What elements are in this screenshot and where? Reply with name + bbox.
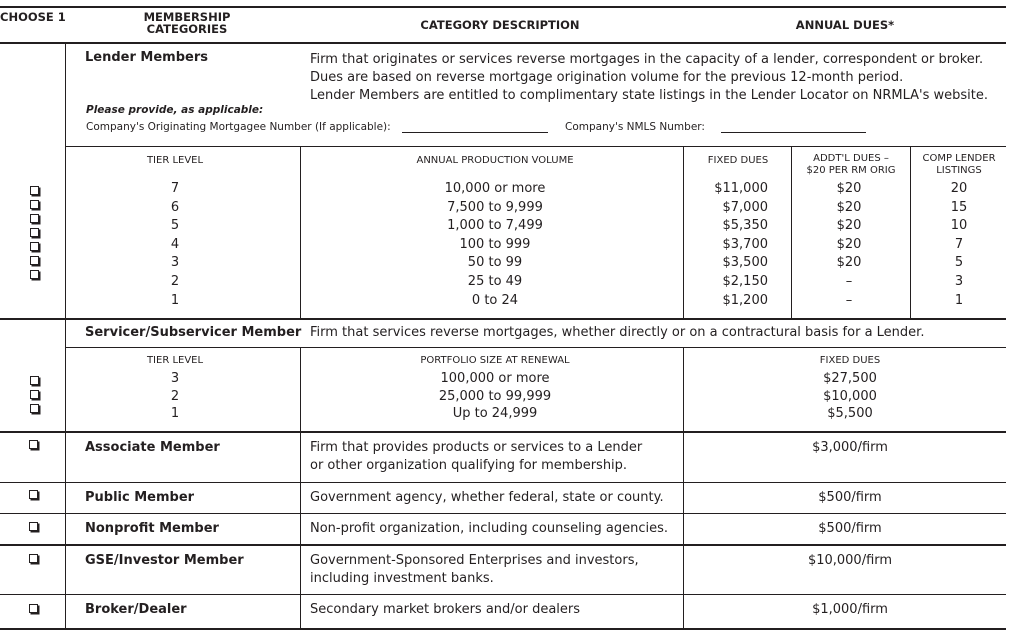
table-row: $5,350 xyxy=(722,218,768,234)
table-row: $7,000 xyxy=(722,199,768,215)
addtl-dues-line-2: $20 PER RM ORIG xyxy=(806,165,896,176)
table-row: $11,000 xyxy=(714,181,768,196)
lender-col-tier-level: TIER LEVEL xyxy=(146,155,204,166)
associate-description-2: or other organization qualifying for membership. xyxy=(310,458,628,473)
provide-note: Please provide, as applicable: xyxy=(86,104,264,116)
lender-members-title: Lender Members xyxy=(85,50,208,65)
lender-volume-divider xyxy=(683,147,684,318)
table-row: 100,000 or more xyxy=(440,371,550,386)
table-row: 20 xyxy=(950,181,968,196)
table-row: $20 xyxy=(836,236,862,252)
header-choose: CHOOSE 1 xyxy=(0,10,66,24)
nonprofit-bottom-rule xyxy=(0,544,1006,546)
lender-tier-5-checkbox[interactable] xyxy=(30,214,39,223)
table-row: 5 xyxy=(954,255,964,271)
choose-column-divider xyxy=(65,44,66,628)
gse-dues: $10,000/firm xyxy=(807,553,893,568)
associate-bottom-rule xyxy=(0,482,1006,483)
gse-bottom-rule xyxy=(0,594,1006,595)
gse-investor-member-title: GSE/Investor Member xyxy=(85,553,244,568)
servicer-tier-column xyxy=(100,370,250,423)
table-row: – xyxy=(845,292,853,308)
lender-col-comp-listings xyxy=(912,153,1006,177)
lender-subheader-rule xyxy=(66,146,1006,147)
header-membership-categories: MEMBERSHIP CATEGORIES xyxy=(143,10,231,36)
table-row: $20 xyxy=(836,181,862,196)
servicer-subheader-rule xyxy=(66,347,1006,348)
table-row: 25,000 to 99,999 xyxy=(438,388,552,404)
table-row: 3 xyxy=(170,371,180,386)
table-row: 10,000 or more xyxy=(444,181,546,196)
nonprofit-member-checkbox[interactable] xyxy=(29,522,38,531)
servicer-tier-2-checkbox[interactable] xyxy=(30,390,39,399)
table-row: 0 to 24 xyxy=(471,292,519,308)
servicer-tier-3-checkbox[interactable] xyxy=(30,376,39,385)
public-description: Government agency, whether federal, state or county. xyxy=(310,490,664,505)
nmls-number-field[interactable] xyxy=(721,132,866,133)
table-row: 7,500 to 9,999 xyxy=(447,199,543,215)
lender-tier-checkboxes xyxy=(24,181,44,284)
associate-member-title: Associate Member xyxy=(85,440,220,455)
broker-dealer-title: Broker/Dealer xyxy=(85,602,187,617)
gse-investor-member-checkbox[interactable] xyxy=(29,554,38,563)
table-row: 1 xyxy=(170,406,180,421)
table-row: $3,500 xyxy=(722,255,768,271)
lender-addtl-dues-column xyxy=(795,180,903,310)
table-row: 7 xyxy=(954,236,964,252)
servicer-portfolio-column xyxy=(380,370,610,423)
servicer-tier-1-checkbox[interactable] xyxy=(30,404,39,413)
nonprofit-member-title: Nonprofit Member xyxy=(85,521,219,536)
nonprofit-dues: $500/firm xyxy=(818,521,882,536)
lender-description-2: Dues are based on reverse mortgage origination volume for the previous 12-month period. xyxy=(310,70,904,85)
lender-tier-column xyxy=(100,180,250,310)
table-row: 7 xyxy=(170,181,180,196)
lender-fixed-dues-column xyxy=(690,180,786,310)
nonprofit-description: Non-profit organization, including counseling agencies. xyxy=(310,521,669,536)
header-annual-dues: ANNUAL DUES* xyxy=(795,18,895,32)
comp-listings-line-1: COMP LENDER xyxy=(922,153,996,164)
table-row: $2,150 xyxy=(722,273,768,289)
comp-listings-line-2: LISTINGS xyxy=(936,165,982,176)
table-row: 25 to 49 xyxy=(467,273,523,289)
table-row: 1,000 to 7,499 xyxy=(447,218,543,234)
table-row: 1 xyxy=(170,292,180,308)
broker-dues: $1,000/firm xyxy=(812,602,888,617)
header-category-description: CATEGORY DESCRIPTION xyxy=(420,18,580,32)
originating-mortgagee-label: Company's Originating Mortgagee Number (If applicable): xyxy=(86,121,391,133)
lender-col-production-volume: ANNUAL PRODUCTION VOLUME xyxy=(416,155,574,166)
lender-listings-column xyxy=(912,180,1006,310)
gse-description-1: Government-Sponsored Enterprises and investors, xyxy=(310,553,639,568)
servicer-tier-checkboxes xyxy=(24,371,44,418)
associate-dues: $3,000/firm xyxy=(812,440,888,455)
associate-description-1: Firm that provides products or services to a Lender xyxy=(310,440,643,455)
table-row: 2 xyxy=(170,273,180,289)
lender-tier-divider xyxy=(300,147,301,318)
table-row: 10 xyxy=(950,218,968,234)
servicer-col-tier-level: TIER LEVEL xyxy=(146,355,204,366)
table-row: 100 to 999 xyxy=(459,236,531,252)
table-row: 50 to 99 xyxy=(467,255,523,271)
table-row: $20 xyxy=(836,255,862,271)
lender-addtl-divider xyxy=(910,147,911,318)
table-row: 2 xyxy=(170,388,180,404)
lender-volume-column xyxy=(380,180,610,310)
servicer-portfolio-divider xyxy=(683,348,684,431)
table-row: 5 xyxy=(170,218,180,234)
public-member-checkbox[interactable] xyxy=(29,490,38,499)
bottom-rule xyxy=(0,628,1006,630)
lender-tier-3-checkbox[interactable] xyxy=(30,242,39,251)
lender-bottom-rule xyxy=(0,318,1006,320)
table-row: 6 xyxy=(170,199,180,215)
table-row: $20 xyxy=(836,218,862,234)
table-row: 4 xyxy=(170,236,180,252)
servicer-description: Firm that services reverse mortgages, whether directly or on a contractural basis for a Lender. xyxy=(310,325,925,340)
table-row: $20 xyxy=(836,199,862,215)
lender-description-3: Lender Members are entitled to complimentary state listings in the Lender Locator on NRMLA's website. xyxy=(310,88,989,103)
table-row: 3 xyxy=(954,273,964,289)
header-rule xyxy=(0,42,1006,44)
lender-col-addtl-dues xyxy=(795,153,907,177)
lender-description-1: Firm that originates or services reverse mortgages in the capacity of a lender, correspondent or broker. xyxy=(310,52,984,67)
table-row: $1,200 xyxy=(722,292,768,308)
table-row: 1 xyxy=(954,292,964,308)
table-row: $27,500 xyxy=(823,371,877,386)
servicer-member-title: Servicer/Subservicer Member xyxy=(85,325,302,340)
lender-col-fixed-dues: FIXED DUES xyxy=(707,155,769,166)
gse-description-2: including investment banks. xyxy=(310,571,494,586)
lender-tier-1-checkbox[interactable] xyxy=(30,270,39,279)
servicer-fixed-dues-column xyxy=(760,370,940,423)
table-row: $10,000 xyxy=(823,388,877,404)
nmls-number-label: Company's NMLS Number: xyxy=(565,121,705,133)
table-row: 3 xyxy=(170,255,180,271)
associate-member-checkbox[interactable] xyxy=(29,440,38,449)
servicer-col-fixed-dues: FIXED DUES xyxy=(819,355,881,366)
broker-dealer-checkbox[interactable] xyxy=(29,604,38,613)
description-column-divider xyxy=(300,433,301,628)
lender-tier-6-checkbox[interactable] xyxy=(30,200,39,209)
lender-tier-4-checkbox[interactable] xyxy=(30,228,39,237)
table-row: 15 xyxy=(950,199,968,215)
table-row: – xyxy=(845,273,853,289)
broker-description: Secondary market brokers and/or dealers xyxy=(310,602,581,617)
servicer-bottom-rule xyxy=(0,431,1006,433)
public-member-title: Public Member xyxy=(85,490,195,505)
public-bottom-rule xyxy=(0,513,1006,514)
public-dues: $500/firm xyxy=(818,490,882,505)
dues-column-divider xyxy=(683,433,684,628)
lender-tier-2-checkbox[interactable] xyxy=(30,256,39,265)
originating-mortgagee-field[interactable] xyxy=(402,132,548,133)
lender-fixed-divider xyxy=(791,147,792,318)
table-row: Up to 24,999 xyxy=(452,406,538,421)
top-rule xyxy=(0,6,1006,8)
lender-tier-7-checkbox[interactable] xyxy=(30,186,39,195)
table-row: $5,500 xyxy=(827,406,873,421)
servicer-col-portfolio-size: PORTFOLIO SIZE AT RENEWAL xyxy=(420,355,570,366)
addtl-dues-line-1: ADDT'L DUES – xyxy=(813,153,889,164)
servicer-tier-divider xyxy=(300,348,301,431)
table-row: $3,700 xyxy=(722,236,768,252)
